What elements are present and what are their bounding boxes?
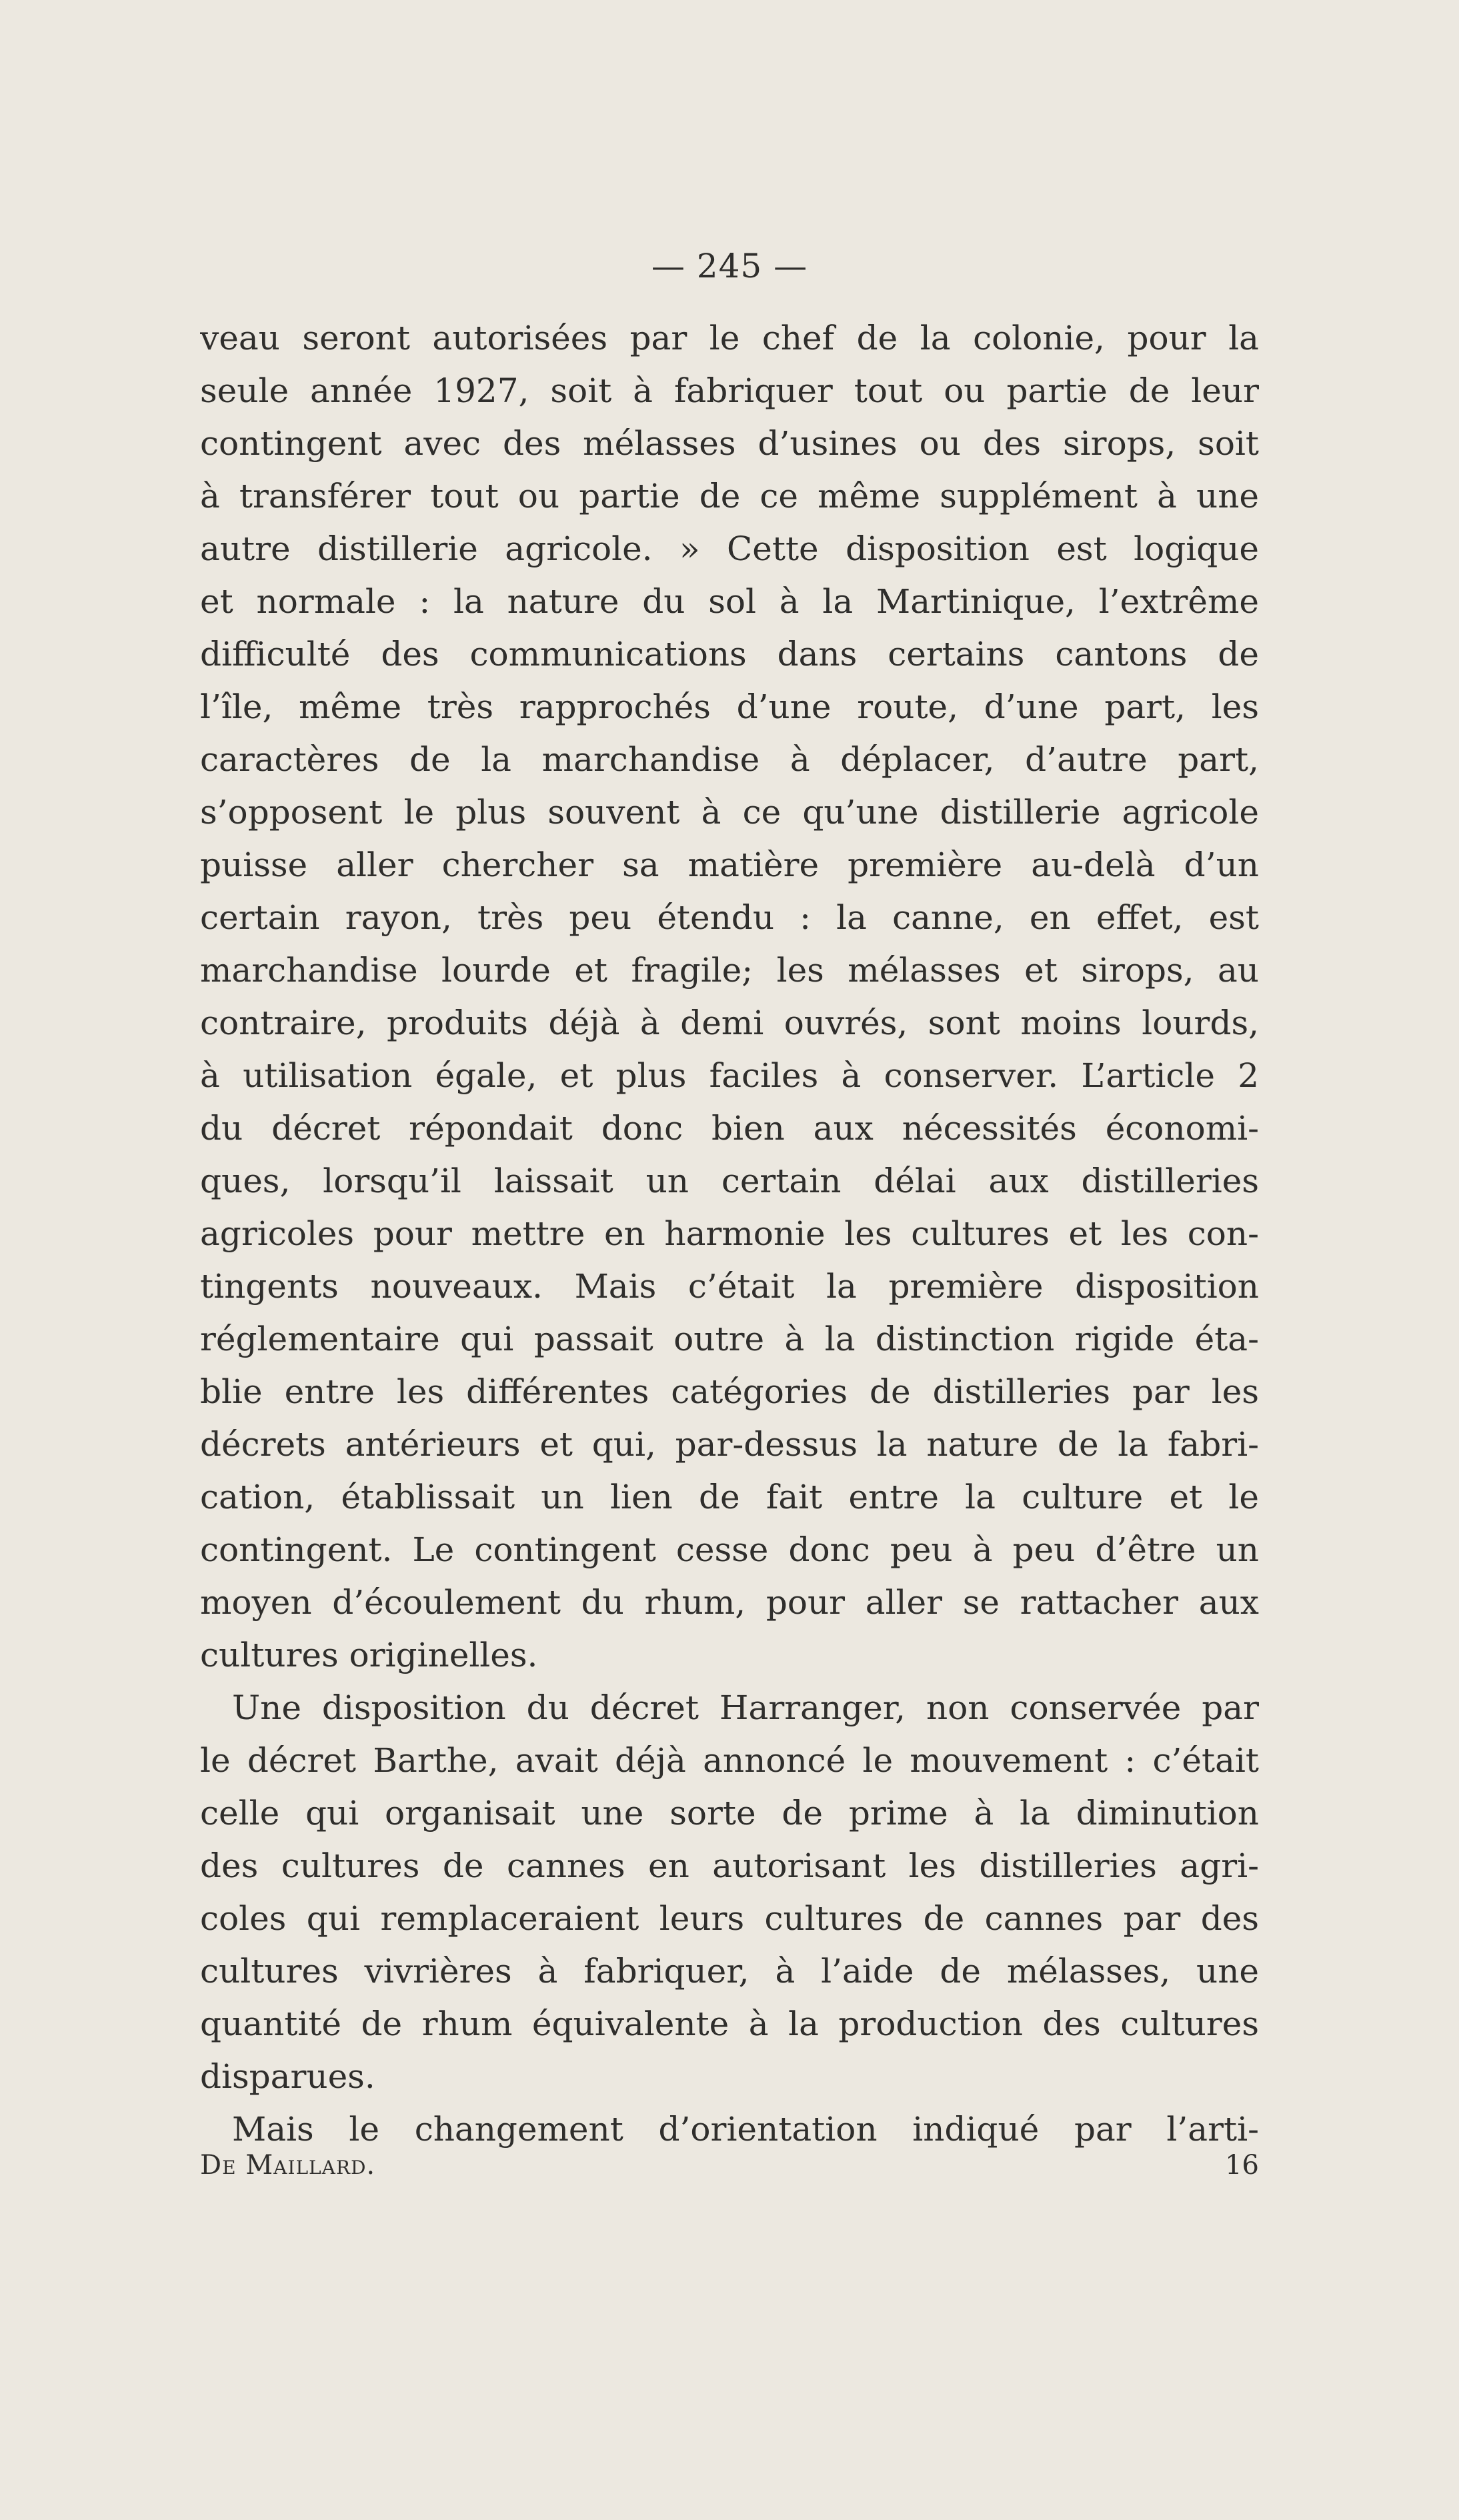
text-line: le décret Barthe, avait déjà annoncé le mouvement : c’était bbox=[200, 1741, 1259, 1780]
text-line: moyen d’écoulement du rhum, pour aller se rattacher aux bbox=[200, 1583, 1259, 1622]
text-line: à utilisation égale, et plus faciles à conserver. L’article 2 bbox=[200, 1056, 1259, 1095]
text-line: Mais le changement d’orientation indiqué par l’arti- bbox=[232, 2110, 1259, 2149]
text-line: décrets antérieurs et qui, par-dessus la nature de la fabri- bbox=[200, 1425, 1259, 1464]
text-line: puisse aller chercher sa matière première au-delà d’un bbox=[200, 846, 1259, 884]
text-line: marchandise lourde et fragile; les mélasses et sirops, au bbox=[200, 951, 1259, 990]
text-line: cultures originelles. bbox=[200, 1636, 538, 1674]
text-line: s’opposent le plus souvent à ce qu’une distillerie agricole bbox=[200, 793, 1259, 832]
text-line: quantité de rhum équivalente à la production des cultures bbox=[200, 2005, 1259, 2043]
text-line: cultures vivrières à fabriquer, à l’aide de mélasses, une bbox=[200, 1952, 1259, 1991]
text-line: coles qui remplaceraient leurs cultures de cannes par des bbox=[200, 1899, 1259, 1938]
text-line: caractères de la marchandise à déplacer, d’autre part, bbox=[200, 740, 1259, 779]
text-line: blie entre les différentes catégories de distilleries par les bbox=[200, 1372, 1259, 1411]
text-line: certain rayon, très peu étendu : la canne, en effet, est bbox=[200, 898, 1259, 937]
page-footer bbox=[200, 2145, 1259, 2185]
footer-signature-mark: 16 bbox=[1225, 2150, 1259, 2181]
text-line: Une disposition du décret Harranger, non conservée par bbox=[232, 1688, 1259, 1727]
text-line: réglementaire qui passait outre à la distinction rigide éta- bbox=[200, 1320, 1259, 1358]
text-line: agricoles pour mettre en harmonie les cultures et les con- bbox=[200, 1214, 1259, 1253]
text-line: contraire, produits déjà à demi ouvrés, sont moins lourds, bbox=[200, 1004, 1259, 1042]
text-line: cation, établissait un lien de fait entre la culture et le bbox=[200, 1478, 1259, 1516]
text-line: seule année 1927, soit à fabriquer tout ou partie de leur bbox=[200, 371, 1259, 410]
text-line: contingent. Le contingent cesse donc peu à peu d’être un bbox=[200, 1530, 1259, 1569]
text-line: autre distillerie agricole. » Cette disposition est logique bbox=[200, 529, 1259, 568]
page-number: — 245 — bbox=[651, 247, 808, 285]
text-line: et normale : la nature du sol à la Martinique, l’extrême bbox=[200, 582, 1259, 621]
body-text bbox=[200, 312, 1259, 2156]
text-line: l’île, même très rapprochés d’une route, d’une part, les bbox=[200, 688, 1259, 726]
footer-author: De Maillard. bbox=[200, 2150, 376, 2181]
text-line: disparues. bbox=[200, 2057, 375, 2096]
text-line: celle qui organisait une sorte de prime à la diminution bbox=[200, 1794, 1259, 1832]
text-line: des cultures de cannes en autorisant les distilleries agri- bbox=[200, 1846, 1259, 1885]
text-line: difficulté des communications dans certains cantons de bbox=[200, 635, 1259, 674]
text-line: veau seront autorisées par le chef de la colonie, pour la bbox=[200, 319, 1259, 357]
text-line: à transférer tout ou partie de ce même supplément à une bbox=[200, 477, 1259, 515]
text-line: contingent avec des mélasses d’usines ou des sirops, soit bbox=[200, 424, 1259, 463]
text-line: du décret répondait donc bien aux nécessités économi- bbox=[200, 1109, 1259, 1148]
text-line: ques, lorsqu’il laissait un certain délai aux distilleries bbox=[200, 1162, 1259, 1200]
text-line: tingents nouveaux. Mais c’était la première disposition bbox=[200, 1267, 1259, 1306]
